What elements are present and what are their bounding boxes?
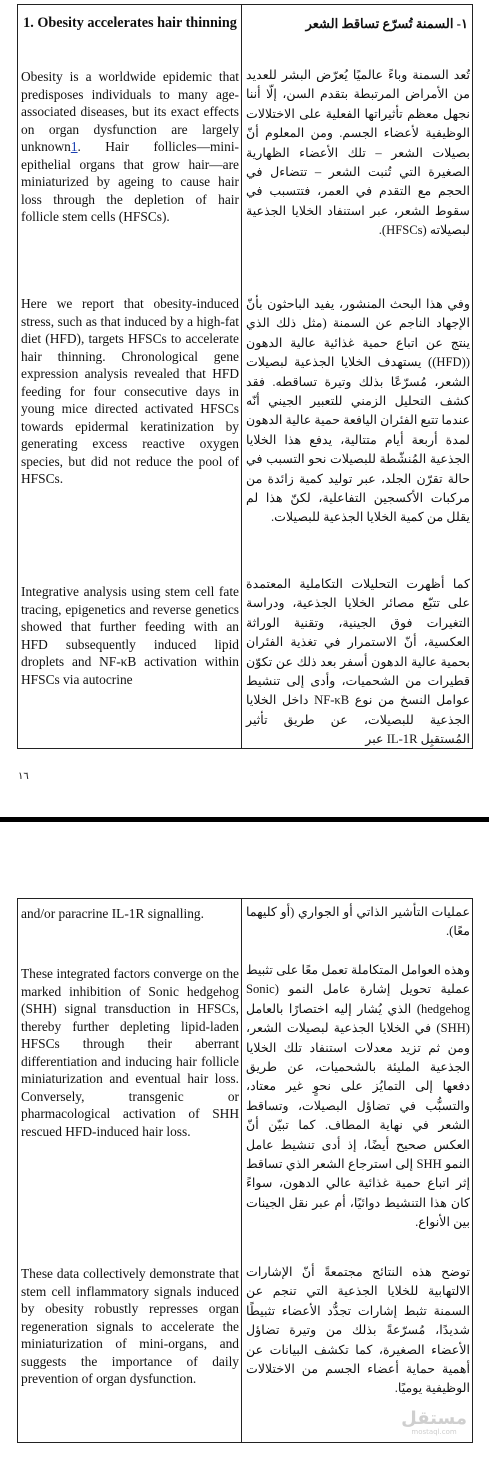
watermark-url: mostaql.com (411, 1428, 457, 1436)
watermark-logo (401, 1410, 467, 1436)
paragraph-5-en: These integrated factors converge on the marked inhibition of Sonic hedgehog (SHH) signal transduction in HFSCs, thereby further depleting lipid-laden HFSCs through their aberrant differentiation and inducing hair follicle miniaturization and eventual hair loss. Conversely, transgenic or pharmacological activation of SHH rescued HFD-induced hair loss. (21, 966, 239, 1139)
paragraph-2-en: Here we report that obesity-induced stress, such as that induced by a high-fat diet (HFD), targets HFSCs to accelerate hair thinning. Chronological gene expression analysis revealed that HFD feeding for four consecutive days in young mice directed activated HFSCs towards epidermal keratinization by generating excess reactive oxygen species, but did not reduce the pool of HFSCs. (21, 296, 239, 486)
paragraph-5-ar: وهذه العوامل المتكاملة تعمل معًا على تثبيط عملية تحويل إشارة عامل النمو (Sonic hedgehog) الذي يُشار إليه اختصارًا بالعامل (SHH) في الخلايا الجذعية لبصيلات الشعر، ومن ثم تزيد معدلات استنفاد تلك الخلايا الجذعية المليئة بالشحميات، عن طريق دفعها إلى التمايُز على نحوٍ غير معتاد، والتسبُّب في تضاؤل البصيلات، وتساقط الشعر في نهاية المطاف. كما تبيّن أنّ العكس صحيح أيضًا، إذ أدى تنشيط عامل النمو SHH إلى استرجاع الشعر الذي تساقط إثر اتباع حمية غذائية عالي الدهون، سواءً كان هذا التنشيط دوائيًا، أم عبر نقل الجينات بين الأنواع. (246, 963, 470, 1230)
section-heading-en: 1. Obesity accelerates hair thinning (23, 15, 237, 31)
paragraph-3-ar: كما أظهرت التحليلات التكاملية المعتمدة على تتبّع مصائر الخلايا الجذعية، ودراسة التغيرات فوق الجينية، وتقنية الوراثة العكسية، أنّ الاستمرار في تغذية الفئران بحمية عالية الدهون أسفر بعد ذلك عن تكوّن قطيرات من الشحميات، وأدى إلى تنشيط عوامل النسخ من نوع NF-κB داخل الخلايا الجذعية للبصيلات، عن طريق تأثير المُستقبِل IL-1R عبر (246, 577, 470, 747)
column-divider (241, 899, 242, 1442)
page-number: ١٦ (18, 771, 29, 782)
translation-table-page-2 (17, 898, 473, 1443)
paragraph-6-ar: توضح هذه النتائج مجتمعةً أنّ الإشارات الالتهابية للخلايا الجذعية التي تنجم عن السمنة تثبط إشارات تجدُّد الأعضاء تثبيطًا شديدًا، مُسرّعةً بذلك من وتيرة تضاؤل الأعضاء الصغيرة، كما تكشف البيانات عن أهمية حماية أعضاء الجسم من الاختلالات الوظيفية يوميًا. (246, 1265, 470, 1396)
paragraph-1-en-text-a: Obesity is a worldwide epidemic that predisposes individuals to many age-associated diseases, but its exact effects on organ dysfunction are largely unknown (21, 69, 239, 154)
page-separator-bar (0, 817, 489, 822)
reference-link[interactable]: 1 (70, 139, 78, 154)
section-heading-ar: ١- السمنة تُسرّع تساقط الشعر (305, 16, 468, 31)
paragraph-4-en: and/or paracrine IL-1R signalling. (21, 906, 204, 921)
paragraph-1-ar: تُعد السمنة وباءً عالميًا يُعرّض البشر للعديد من الأمراض المرتبطة بتقدم السن، إلّا أننا نجهل معظم تأثيراتها الفعلية على الاختلالات الوظيفية لأعضاء الجسم. ومن المعلوم أنّ بصيلات الشعر – تلك الأعضاء الظهارية الصغيرة التي تُنبت الشعر – تتضاءل في الحجم مع التقدم في العمر، فتتسبب في سقوط الشعر، عبر استنفاد الخلايا الجذعية لبصيلاته (HFSCs). (246, 68, 470, 238)
paragraph-1-en (21, 68, 239, 226)
paragraph-6-en: These data collectively demonstrate that stem cell inflammatory signals induced by obesity robustly represses organ regeneration signals to accelerate the miniaturization of mini-organs, and suggests the importance of daily prevention of organ dysfunction. (21, 1266, 239, 1386)
translation-table-page-1 (17, 4, 473, 749)
column-divider (241, 5, 242, 748)
paragraph-2-ar: وفي هذا البحث المنشور، يفيد الباحثون بأنّ الإجهاد الناجم عن السمنة (مثل ذلك الذي ينتج عن اتباع حمية غذائية عالية الدهون ((HFD)) يستهدف الخلايا الجذعية لبصيلات الشعر، مُسرّعًا بذلك وتيرة تساقطه. فقد كشف التحليل الزمني للتعبير الجيني أنّه عندما تتبع الفئران اليافعة حمية عالية الدهون لمدة أربعة أيام متتالية، يدفع هذا الخلايا الجذعية المُنشّطة للبصيلات نحو التسبب في حالة تقرّن الجلد، عبر توليد كمية زائدة من مركبات الأكسجين التفاعلية، لكنّ هذا لم يقلل من كمية الخلايا الجذعية للبصيلات. (246, 297, 470, 525)
paragraph-4-ar: عمليات التأشير الذاتي أو الجواري (أو كليهما معًا). (246, 905, 470, 939)
paragraph-1-en-text-b: . Hair follicles—mini-epithelial organs that grow hair—are miniaturized by ageing to cause hair loss through the depletion of hair follicle stem cells (HFSCs). (21, 139, 239, 224)
watermark-text: مستقل (401, 1408, 467, 1429)
paragraph-3-en: Integrative analysis using stem cell fate tracing, epigenetics and reverse genetics showed that further feeding with an HFD subsequently induced lipid droplets and NF-κB activation within HFSCs via autocrine (21, 584, 239, 687)
